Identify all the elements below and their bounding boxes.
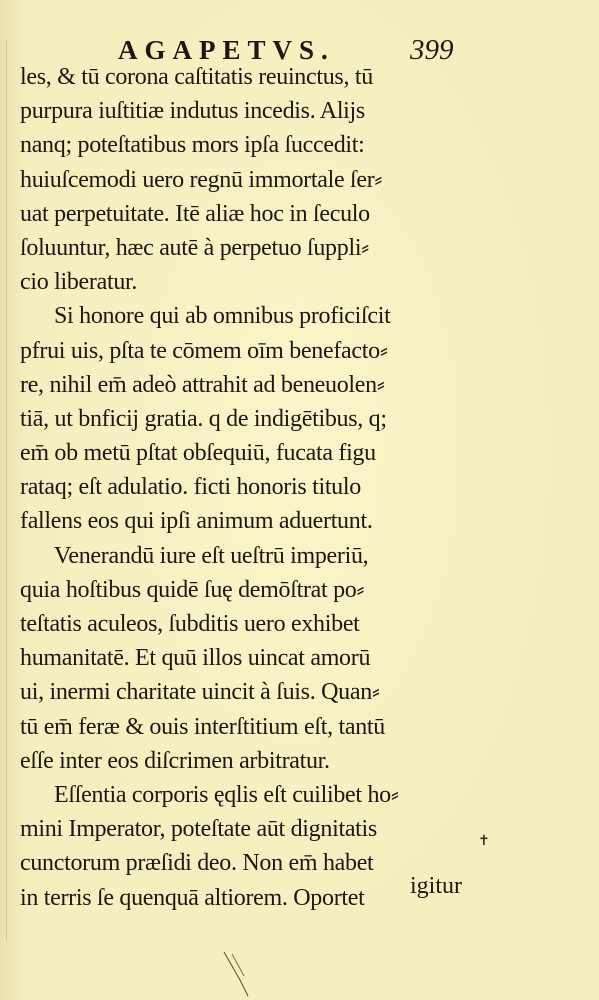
paragraph-start-line: Venerandū iure eſt ueſtrū imperiū, xyxy=(54,542,369,569)
pen-stroke-mark xyxy=(222,950,252,998)
page-edge-shadow xyxy=(6,40,7,940)
text-line: nanq; poteſtatibus mors ipſa ſuccedit: xyxy=(20,132,365,159)
text-line: uat perpetuitate. Itē aliæ hoc in ſeculo xyxy=(20,200,370,227)
text-line: quia hoſtibus quidē ſuę demōſtrat po⸗ xyxy=(20,576,365,603)
text-line: purpura iuſtitiæ indutus incedis. Alijs xyxy=(20,98,365,125)
text-line: teſtatis aculeos, ſubditis uero exhibet xyxy=(20,611,360,637)
text-line: huiuſcemodi uero regnū immortale ſer⸗ xyxy=(20,166,383,193)
paragraph-start-line: Si honore qui ab omnibus proficiſcit xyxy=(54,303,391,330)
body-text xyxy=(20,60,490,915)
catchword: igitur xyxy=(410,873,462,899)
text-line: rataq; eſt adulatio. ficti honoris titulo xyxy=(20,474,361,501)
margin-cross-mark: ✝ xyxy=(478,833,490,849)
text-line: em̄ ob metū pſtat obſequiū, fucata figu xyxy=(20,440,376,467)
text-line: cunctorum præſidi deo. Non em̄ habet xyxy=(20,850,374,877)
page-number: 399 xyxy=(410,34,454,66)
text-line: tiā, ut bnficij gratia. q de indigētibus, q; xyxy=(20,405,387,432)
paragraph-start-line: Eſſentia corporis ęqlis eſt cuilibet ho⸗ xyxy=(54,781,399,808)
text-line: in terris ſe quenquā altiorem. Oportet xyxy=(20,884,365,911)
text-line: tū em̄ feræ & ouis interſtitium eſt, tantū xyxy=(20,713,385,740)
text-line: mini Imperator, poteſtate aūt dignitatis xyxy=(20,816,377,843)
running-head: AGAPETVS. xyxy=(118,35,335,65)
text-line: ui, inermi charitate uincit à ſuis. Quan⸗ xyxy=(20,679,380,706)
text-line: eſſe inter eos diſcrimen arbitratur. xyxy=(20,747,330,774)
text-line: pfrui uis, pſta te cōmem oīm benefacto⸗ xyxy=(20,337,388,364)
text-line: humanitatē. Et quū illos uincat amorū xyxy=(20,645,371,672)
text-line: fallens eos qui ipſi animum aduertunt. xyxy=(20,508,373,535)
text-line: re, nihil em̄ adeò attrahit ad beneuolen⸗ xyxy=(20,371,385,398)
text-line: cio liberatur. xyxy=(20,269,138,296)
text-line: ſoluuntur, hæc autē à perpetuo ſuppli⸗ xyxy=(20,234,369,261)
text-line: les, & tū corona caſtitatis reuinctus, tū xyxy=(20,64,373,90)
